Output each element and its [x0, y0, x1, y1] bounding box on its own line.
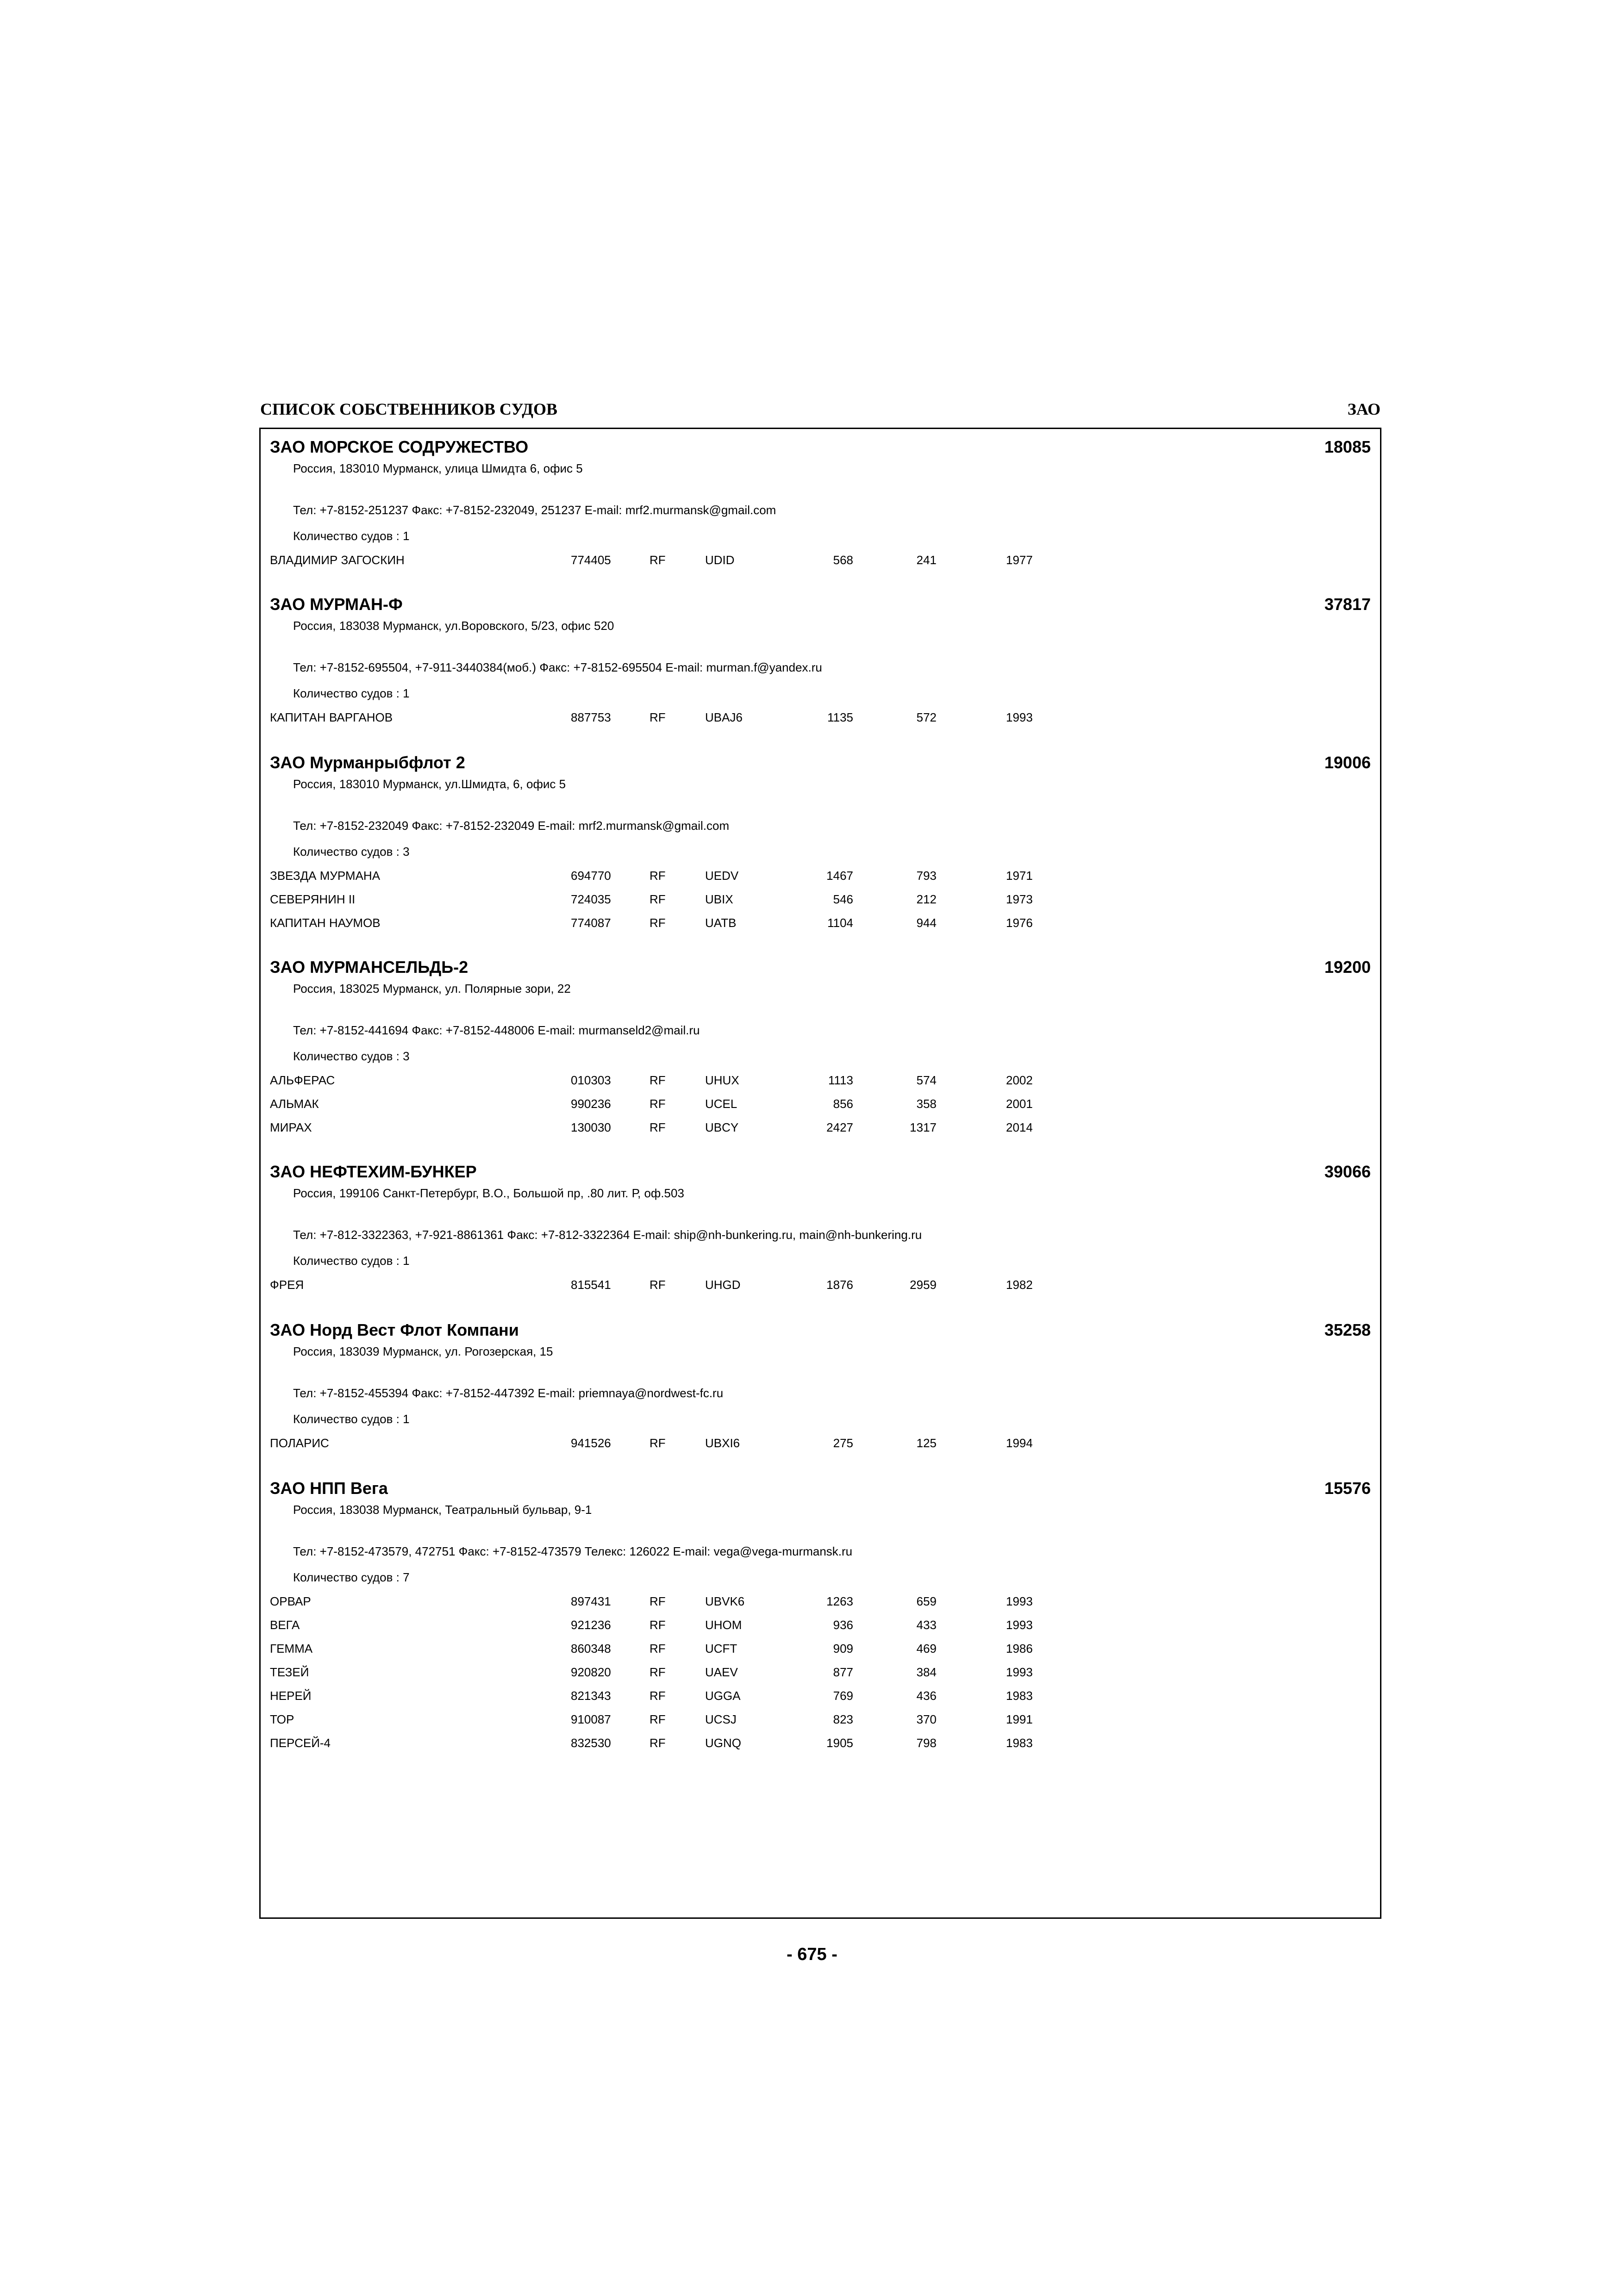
ship-name: АЛЬФЕРАС	[270, 1073, 335, 1087]
ship-flag: RF	[650, 1618, 666, 1632]
ship-name: ОРВАР	[270, 1594, 311, 1608]
owner-contacts: Тел: +7-8152-455394 Факс: +7-8152-447392 E-mail: priemnaya@nordwest-fc.ru	[293, 1386, 724, 1400]
owner-name: ЗАО МУРМАН-Ф	[270, 595, 403, 614]
ship-number: 821343	[571, 1689, 611, 1703]
owner-address: Россия, 183025 Мурманск, ул. Полярные зори, 22	[293, 982, 571, 996]
owner-contacts: Тел: +7-8152-441694 Факс: +7-8152-448006 E-mail: murmanseld2@mail.ru	[293, 1023, 700, 1037]
ship-deadweight: 469	[916, 1642, 937, 1655]
ship-deadweight: 572	[916, 710, 937, 724]
ship-callsign: UBAJ6	[705, 710, 743, 724]
ship-count: Количество судов : 1	[293, 686, 410, 700]
ship-flag: RF	[650, 1689, 666, 1703]
ship-deadweight: 212	[916, 892, 937, 906]
ship-gross-tonnage: 769	[833, 1689, 853, 1703]
owner-contacts: Тел: +7-8152-473579, 472751 Факс: +7-8152-473579 Телекс: 126022 E-mail: vega@vega-murmansk.ru	[293, 1544, 853, 1558]
ship-year: 1993	[1006, 1665, 1033, 1679]
ship-year: 1982	[1006, 1278, 1033, 1292]
ship-gross-tonnage: 1905	[826, 1736, 853, 1750]
ship-name: АЛЬМАК	[270, 1097, 319, 1111]
ship-flag: RF	[650, 1073, 666, 1087]
ship-name: ГЕММА	[270, 1642, 313, 1655]
owner-contacts: Тел: +7-812-3322363, +7-921-8861361 Факс: +7-812-3322364 E-mail: ship@nh-bunkering.ru, main@nh-bunkering.ru	[293, 1228, 922, 1242]
ship-row	[261, 709, 1380, 733]
ship-deadweight: 798	[916, 1736, 937, 1750]
ship-name: ПЕРСЕЙ-4	[270, 1736, 331, 1750]
ship-list	[261, 1435, 1380, 1459]
ship-deadweight: 241	[916, 553, 937, 567]
ship-year: 1993	[1006, 1618, 1033, 1632]
ship-callsign: UCEL	[705, 1097, 737, 1111]
ship-row	[261, 915, 1380, 939]
ship-gross-tonnage: 823	[833, 1712, 853, 1726]
ship-row	[261, 1664, 1380, 1688]
ship-gross-tonnage: 1135	[827, 710, 853, 724]
ship-gross-tonnage: 546	[833, 892, 853, 906]
ship-flag: RF	[650, 1436, 666, 1450]
ship-deadweight: 574	[916, 1073, 937, 1087]
ship-number: 774087	[571, 916, 611, 930]
ship-count: Количество судов : 1	[293, 1412, 410, 1426]
ship-gross-tonnage: 2427	[826, 1120, 853, 1134]
ship-callsign: UBIX	[705, 892, 733, 906]
ship-list	[261, 1593, 1380, 1759]
ship-callsign: UBVK6	[705, 1594, 745, 1608]
ship-row	[261, 1735, 1380, 1759]
ship-deadweight: 384	[916, 1665, 937, 1679]
ship-row	[261, 1641, 1380, 1664]
ship-deadweight: 944	[916, 916, 937, 930]
ship-flag: RF	[650, 1120, 666, 1134]
ship-gross-tonnage: 856	[833, 1097, 853, 1111]
ship-list	[261, 1072, 1380, 1143]
ship-flag: RF	[650, 1642, 666, 1655]
ship-number: 130030	[571, 1120, 611, 1134]
ship-name: СЕВЕРЯНИН II	[270, 892, 356, 906]
owner-id: 37817	[1324, 595, 1371, 614]
owner-name: ЗАО НЕФТЕХИМ-БУНКЕР	[270, 1162, 477, 1181]
ship-list	[261, 1277, 1380, 1300]
owner-id: 19200	[1324, 958, 1371, 977]
ship-number: 990236	[571, 1097, 611, 1111]
ship-row	[261, 868, 1380, 891]
ship-count: Количество судов : 7	[293, 1570, 410, 1584]
ship-number: 897431	[571, 1594, 611, 1608]
ship-callsign: UBCY	[705, 1120, 739, 1134]
ship-deadweight: 436	[916, 1689, 937, 1703]
ship-callsign: UEDV	[705, 869, 739, 883]
ship-gross-tonnage: 1263	[826, 1594, 853, 1608]
ship-name: КАПИТАН ВАРГАНОВ	[270, 710, 393, 724]
page-header	[260, 397, 1380, 421]
ship-year: 1993	[1006, 1594, 1033, 1608]
ship-count: Количество судов : 1	[293, 529, 410, 543]
page-title: СПИСОК СОБСТВЕННИКОВ СУДОВ	[260, 400, 558, 418]
ship-name: КАПИТАН НАУМОВ	[270, 916, 381, 930]
ship-row	[261, 891, 1380, 915]
ship-number: 010303	[571, 1073, 611, 1087]
owner-name: ЗАО НПП Вега	[270, 1479, 388, 1498]
ship-year: 1977	[1006, 553, 1033, 567]
ship-row	[261, 1096, 1380, 1120]
ship-flag: RF	[650, 710, 666, 724]
owner-contacts: Тел: +7-8152-695504, +7-911-3440384(моб.) Факс: +7-8152-695504 E-mail: murman.f@yandex.ru	[293, 660, 822, 674]
ship-year: 1973	[1006, 892, 1033, 906]
owner-name: ЗАО Норд Вест Флот Компани	[270, 1320, 519, 1339]
ship-list	[261, 552, 1380, 576]
ship-gross-tonnage: 275	[833, 1436, 853, 1450]
ship-flag: RF	[650, 1278, 666, 1292]
ship-name: ЗВЕЗДА МУРМАНА	[270, 869, 381, 883]
ship-deadweight: 125	[916, 1436, 937, 1450]
ship-row	[261, 1617, 1380, 1641]
ship-flag: RF	[650, 916, 666, 930]
ship-list	[261, 709, 1380, 733]
ship-name: МИРАХ	[270, 1120, 312, 1134]
owner-address: Россия, 183038 Мурманск, ул.Воровского, 5/23, офис 520	[293, 619, 614, 633]
ship-callsign: UGGA	[705, 1689, 741, 1703]
ship-row	[261, 552, 1380, 576]
ship-gross-tonnage: 877	[833, 1665, 853, 1679]
owner-name: ЗАО МОРСКОЕ СОДРУЖЕСТВО	[270, 437, 529, 456]
ship-flag: RF	[650, 1594, 666, 1608]
ship-year: 1983	[1006, 1736, 1033, 1750]
ship-callsign: UCFT	[705, 1642, 737, 1655]
ship-year: 1976	[1006, 916, 1033, 930]
ship-number: 832530	[571, 1736, 611, 1750]
ship-number: 815541	[571, 1278, 611, 1292]
ship-gross-tonnage: 568	[833, 553, 853, 567]
ship-row	[261, 1711, 1380, 1735]
owner-contacts: Тел: +7-8152-232049 Факс: +7-8152-232049 E-mail: mrf2.murmansk@gmail.com	[293, 819, 730, 833]
ship-gross-tonnage: 1104	[827, 916, 853, 930]
owner-id: 39066	[1324, 1162, 1371, 1181]
ship-number: 694770	[571, 869, 611, 883]
ship-name: ТОР	[270, 1712, 294, 1726]
ship-list	[261, 868, 1380, 939]
ship-name: ВЛАДИМИР ЗАГОСКИН	[270, 553, 405, 567]
ship-gross-tonnage: 1113	[828, 1073, 853, 1087]
ship-number: 724035	[571, 892, 611, 906]
ship-year: 1983	[1006, 1689, 1033, 1703]
ship-callsign: UGNQ	[705, 1736, 741, 1750]
ship-deadweight: 793	[916, 869, 937, 883]
owners-frame	[259, 428, 1381, 1919]
ship-gross-tonnage: 936	[833, 1618, 853, 1632]
ship-callsign: UHGD	[705, 1278, 741, 1292]
owner-id: 35258	[1324, 1320, 1371, 1339]
ship-count: Количество судов : 3	[293, 845, 410, 859]
ship-number: 921236	[571, 1618, 611, 1632]
ship-deadweight: 1317	[910, 1120, 937, 1134]
ship-deadweight: 659	[916, 1594, 937, 1608]
ship-gross-tonnage: 1876	[826, 1278, 853, 1292]
ship-deadweight: 370	[916, 1712, 937, 1726]
owner-address: Россия, 183039 Мурманск, ул. Рогозерская, 15	[293, 1344, 553, 1358]
ship-count: Количество судов : 3	[293, 1049, 410, 1063]
ship-number: 920820	[571, 1665, 611, 1679]
ship-row	[261, 1593, 1380, 1617]
ship-name: ФРЕЯ	[270, 1278, 304, 1292]
ship-number: 887753	[571, 710, 611, 724]
ship-row	[261, 1277, 1380, 1300]
ship-deadweight: 2959	[910, 1278, 937, 1292]
ship-callsign: UBXI6	[705, 1436, 740, 1450]
page-number: - 675 -	[787, 1945, 837, 1964]
owner-contacts: Тел: +7-8152-251237 Факс: +7-8152-232049, 251237 E-mail: mrf2.murmansk@gmail.com	[293, 503, 776, 517]
ship-year: 1994	[1006, 1436, 1033, 1450]
ship-callsign: UATB	[705, 916, 737, 930]
ship-year: 1991	[1006, 1712, 1033, 1726]
ship-flag: RF	[650, 869, 666, 883]
ship-deadweight: 358	[916, 1097, 937, 1111]
ship-year: 1986	[1006, 1642, 1033, 1655]
owner-name: ЗАО МУРМАНСЕЛЬДЬ-2	[270, 958, 468, 977]
ship-number: 860348	[571, 1642, 611, 1655]
section-label: ЗАО	[1347, 400, 1380, 418]
ship-year: 2014	[1006, 1120, 1033, 1134]
ship-year: 2001	[1006, 1097, 1033, 1111]
ship-year: 2002	[1006, 1073, 1033, 1087]
ship-name: ВЕГА	[270, 1618, 300, 1632]
ship-flag: RF	[650, 1665, 666, 1679]
ship-row	[261, 1435, 1380, 1459]
ship-number: 941526	[571, 1436, 611, 1450]
ship-name: НЕРЕЙ	[270, 1689, 312, 1703]
owner-id: 18085	[1324, 437, 1371, 456]
ship-number: 910087	[571, 1712, 611, 1726]
ship-callsign: UAEV	[705, 1665, 738, 1679]
ship-callsign: UDID	[705, 553, 735, 567]
ship-flag: RF	[650, 1712, 666, 1726]
ship-gross-tonnage: 1467	[826, 869, 853, 883]
ship-name: ПОЛАРИС	[270, 1436, 329, 1450]
owner-address: Россия, 183038 Мурманск, Театральный бульвар, 9-1	[293, 1503, 592, 1517]
ship-deadweight: 433	[916, 1618, 937, 1632]
ship-year: 1993	[1006, 710, 1033, 724]
ship-flag: RF	[650, 553, 666, 567]
ship-flag: RF	[650, 1736, 666, 1750]
ship-callsign: UHOM	[705, 1618, 742, 1632]
owner-name: ЗАО Мурманрыбфлот 2	[270, 753, 465, 772]
owner-address: Россия, 199106 Санкт-Петербург, В.О., Большой пр, .80 лит. Р, оф.503	[293, 1186, 684, 1200]
owner-id: 19006	[1324, 753, 1371, 772]
owner-id: 15576	[1324, 1479, 1371, 1498]
ship-callsign: UCSJ	[705, 1712, 737, 1726]
ship-row	[261, 1688, 1380, 1711]
ship-flag: RF	[650, 892, 666, 906]
ship-gross-tonnage: 909	[833, 1642, 853, 1655]
ship-flag: RF	[650, 1097, 666, 1111]
ship-year: 1971	[1006, 869, 1033, 883]
ship-number: 774405	[571, 553, 611, 567]
ship-row	[261, 1072, 1380, 1096]
owner-address: Россия, 183010 Мурманск, ул.Шмидта, 6, офис 5	[293, 777, 566, 791]
ship-name: ТЕЗЕЙ	[270, 1665, 309, 1679]
ship-callsign: UHUX	[705, 1073, 739, 1087]
ship-count: Количество судов : 1	[293, 1254, 410, 1268]
owner-address: Россия, 183010 Мурманск, улица Шмидта 6, офис 5	[293, 461, 583, 475]
ship-row	[261, 1120, 1380, 1143]
